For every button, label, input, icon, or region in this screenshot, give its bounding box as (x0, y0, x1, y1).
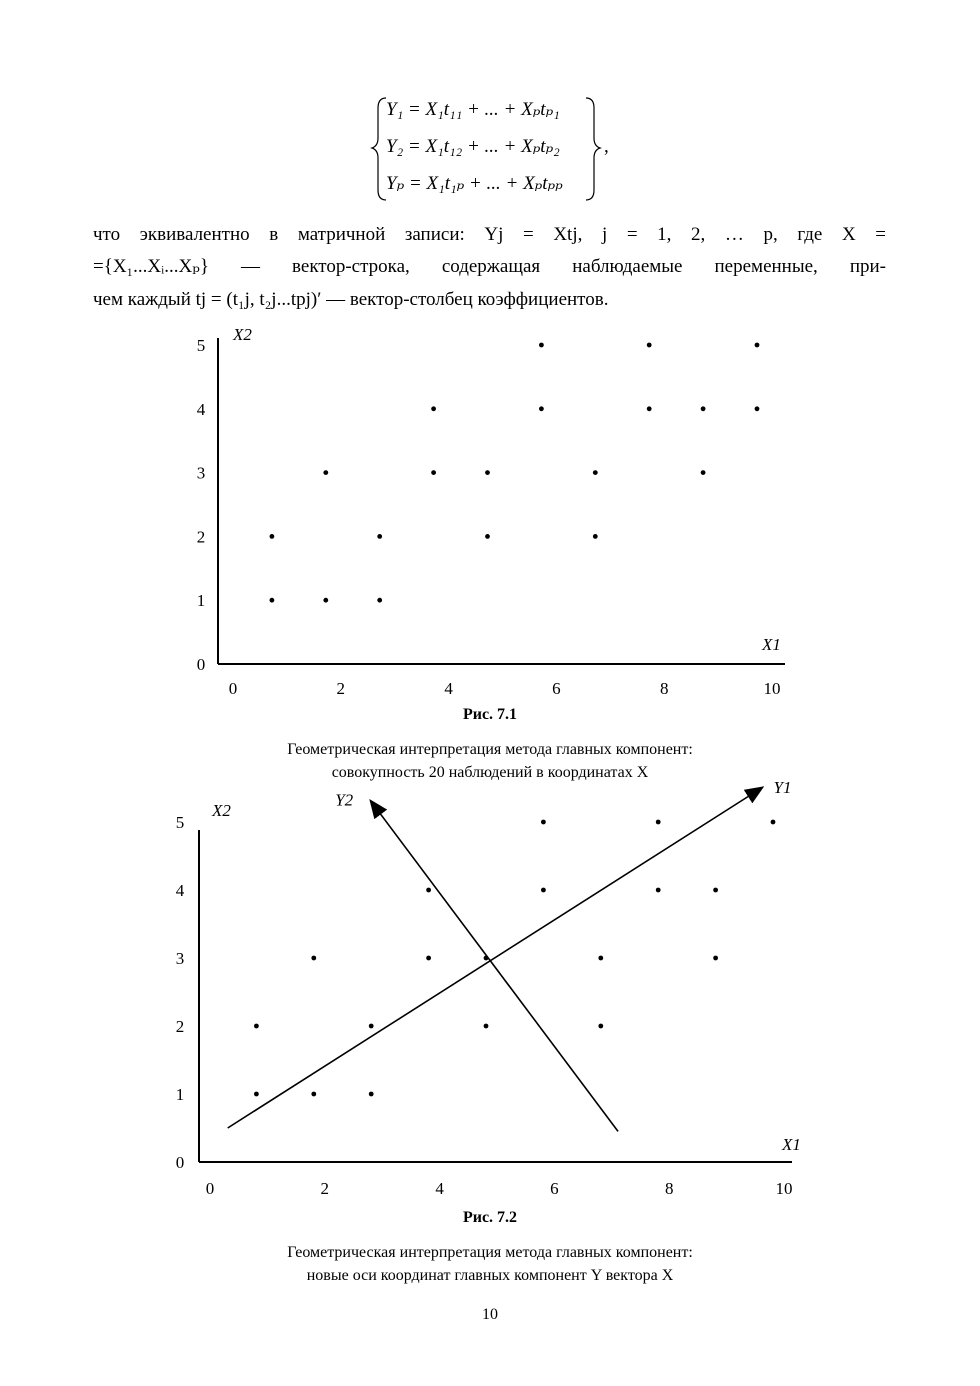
x-tick-label: 2 (336, 679, 346, 698)
data-point (484, 1024, 489, 1029)
x-tick-label: 10 (775, 1179, 793, 1198)
figure-7-1-caption-line-1: Геометрическая интерпретация метода главных компонент: (287, 741, 693, 758)
y-tick-label: 0 (175, 1153, 185, 1172)
x-tick-label: 4 (444, 679, 453, 698)
principal-axis-y2-label: Y2 (335, 790, 354, 810)
data-point (656, 820, 661, 825)
x-tick-label: 8 (659, 679, 669, 698)
x-tick-label: 10 (763, 679, 781, 698)
y-tick-label: 5 (196, 336, 206, 355)
figure-7-2-caption-line-2: новые оси координат главных компонент Y вектора X (306, 1267, 674, 1284)
data-point (713, 888, 718, 893)
paragraph-line-1: что эквивалентно в матричной записи: Yj = Xtj, j = 1, 2, … p, где X = (93, 224, 886, 245)
y-tick-label: 4 (196, 399, 206, 419)
data-point (598, 956, 603, 961)
figure-7-2-title: Рис. 7.2 (462, 1209, 518, 1226)
data-point (369, 1092, 374, 1097)
y-axis-label: X2 (233, 325, 252, 344)
figure-7-2-caption-line-1: Геометрическая интерпретация метода главных компонент: (287, 1244, 693, 1261)
data-point (541, 888, 546, 893)
x-axis-label: X1 (762, 635, 781, 654)
equation-comma: , (604, 136, 609, 157)
data-point (713, 956, 718, 961)
x-tick-label: 4 (435, 1179, 444, 1198)
x-tick-label: 6 (552, 679, 561, 698)
figure-7-1-title: Рис. 7.1 (462, 706, 518, 723)
y-tick-label: 3 (175, 949, 185, 968)
data-point (254, 1024, 259, 1029)
paragraph-line-2: ={X₁...Xᵢ...Xₚ} — вектор-строка, содержащая наблюдаемые переменные, при- (93, 256, 886, 277)
y-tick-label: 2 (196, 527, 206, 547)
x-tick-label: 8 (664, 1179, 674, 1198)
y-tick-label: 4 (175, 881, 185, 900)
x-tick-label: 0 (228, 679, 238, 698)
y-tick-label: 3 (196, 463, 206, 483)
x-tick-label: 2 (320, 1179, 330, 1198)
data-point (541, 820, 546, 825)
data-point (656, 888, 661, 893)
y-tick-label: 1 (175, 1085, 185, 1104)
paragraph-line-3: чем каждый tj = (t₁j, t₂j...tpj)′ — вектор-столбец коэффициентов. (93, 289, 609, 310)
principal-axis-y2 (371, 802, 618, 1132)
data-point (311, 1092, 316, 1097)
x-tick-label: 6 (550, 1179, 559, 1198)
figure-7-1-caption-line-2: совокупность 20 наблюдений в координатах X (331, 764, 649, 781)
data-point (426, 956, 431, 961)
principal-axis-y1-label: Y1 (773, 778, 792, 797)
y-tick-label: 0 (196, 655, 206, 674)
principal-axis-y1 (228, 788, 762, 1128)
y-axis-label: X2 (212, 801, 231, 820)
data-point (771, 820, 776, 825)
y-tick-label: 5 (175, 813, 185, 832)
page-number: 10 (482, 1306, 498, 1323)
equation-line-2: Y₂ = X₁t₁₂ + ... + Xₚtₚ₂ (386, 136, 560, 157)
y-tick-label: 1 (196, 591, 206, 611)
data-point (311, 956, 316, 961)
data-point (598, 1024, 603, 1029)
x-axis-label: X1 (782, 1135, 801, 1154)
equation-line-3: Yₚ = X₁t₁ₚ + ... + Xₚtₚₚ (386, 173, 563, 194)
data-point (426, 888, 431, 893)
data-point (369, 1024, 374, 1029)
y-tick-label: 2 (175, 1017, 185, 1036)
equation-line-1: Y₁ = X₁t₁₁ + ... + Xₚtₚ₁ (386, 99, 560, 120)
x-tick-label: 0 (205, 1179, 215, 1198)
data-point (254, 1092, 259, 1097)
